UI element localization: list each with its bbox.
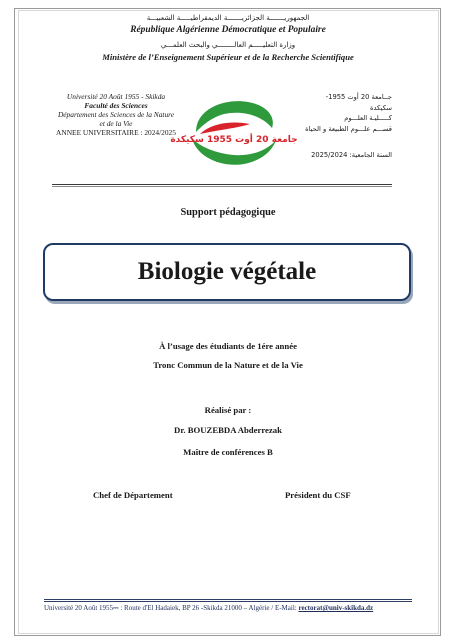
right-academic-year: السنة الجامعية: 2025/2024 <box>311 151 392 159</box>
header-french-ministry: Ministère de l’Enseignement Supérieur et de la Recherche Scientifique <box>102 52 354 62</box>
right-faculty: كـــــليـة العلـــوم <box>344 114 392 122</box>
document-title: Biologie végétale <box>137 258 317 285</box>
realized-by-label: Réalisé par : <box>204 405 252 415</box>
header-divider-secondary <box>52 186 392 187</box>
audience-line: À l’usage des étudiants de 1ére année <box>159 341 297 351</box>
header-divider <box>52 184 392 185</box>
footer-divider <box>44 599 412 600</box>
left-department: Département des Sciences de la Nature et de la Vie <box>57 110 175 128</box>
footer-divider-secondary <box>44 601 412 602</box>
footer-address: Université 20 Août 1955⎓ : Route d'El Hadaiek, BP 26 -Skikda 21000 – Algérie / E-Mail: <box>44 604 297 612</box>
left-academic-year: ANNEE UNIVERSITAIRE : 2024/2025 <box>56 128 176 137</box>
left-institution-block <box>56 92 176 137</box>
header-arabic-ministry: وزارة التعليـــــم العالــــــــي والبحث العلمـــي <box>160 41 296 49</box>
title-box <box>43 243 411 301</box>
footer <box>44 604 416 613</box>
support-label: Support pédagogique <box>180 207 276 218</box>
logo-text: جامعة 20 أوت 1955 سكيكدة <box>170 135 298 145</box>
header-arabic-republic: الجمهوريـــــــة الجزائريـــــــة الديمقراطيـــــة الشعبيـــة <box>146 14 310 22</box>
signature-csf-president: Président du CSF <box>285 490 351 500</box>
author-rank: Maître de conférences B <box>183 447 273 457</box>
header-french-republic: République Algérienne Démocratique et Populaire <box>130 25 326 35</box>
right-university: جــامعة 20 أوت 1955- <box>325 93 392 101</box>
author-name: Dr. BOUZEBDA Abderrezak <box>174 425 282 435</box>
right-department: قســـم علـــوم الطبيعة و الحياة <box>305 124 392 133</box>
left-university: Université 20 Août 1955 - Skikda <box>66 92 166 101</box>
right-city: سكيكدة <box>369 103 392 112</box>
university-logo <box>170 94 298 174</box>
left-faculty: Faculté des Sciences <box>84 101 148 110</box>
right-institution-block <box>296 92 392 161</box>
program-line: Tronc Commun de la Nature et de la Vie <box>153 360 303 370</box>
footer-email-link[interactable]: rectorat@univ-skikda.dz <box>298 604 374 612</box>
signature-department-head: Chef de Département <box>93 490 173 500</box>
